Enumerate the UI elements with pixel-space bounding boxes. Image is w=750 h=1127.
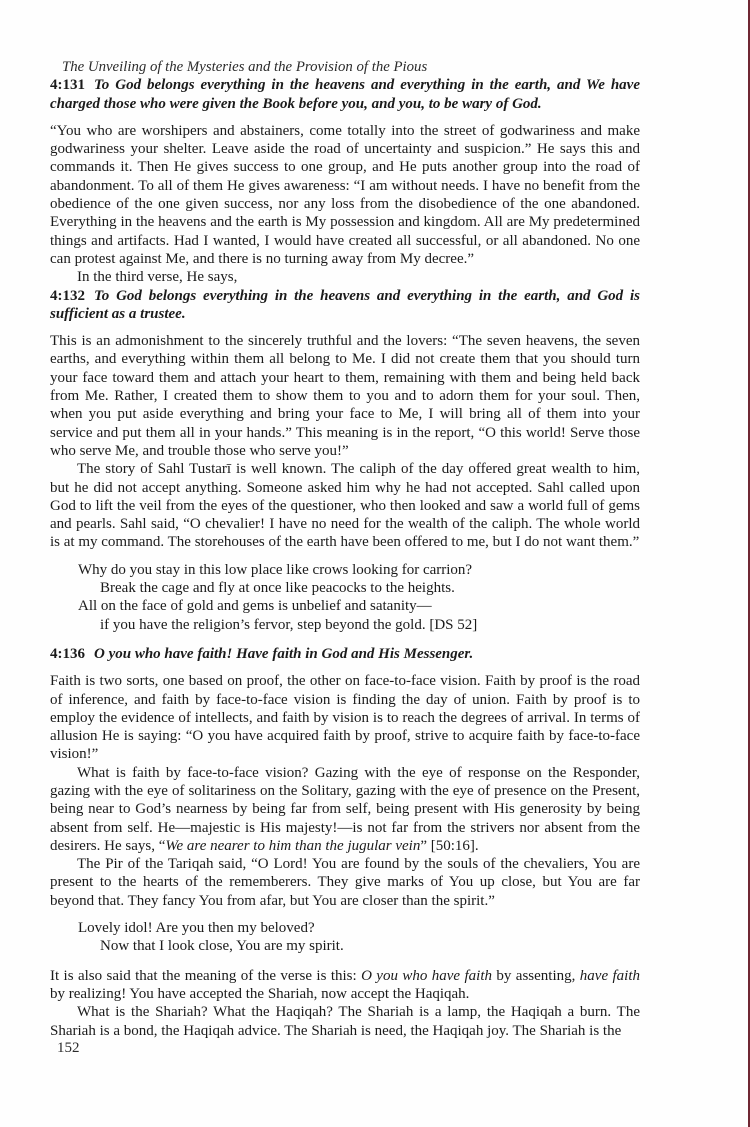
poem-line: Why do you stay in this low place like crows looking for carrion?: [78, 561, 473, 578]
verse-number: 4:136: [50, 645, 85, 662]
verse-text: O you who have faith! Have faith in God and His Messenger.: [94, 645, 474, 662]
paragraph-text: It is also said that the meaning of the verse is this:: [50, 967, 362, 984]
poem-line: Lovely idol! Are you then my beloved?: [78, 920, 315, 937]
verse-phrase: have faith: [579, 967, 640, 984]
paragraph-text: by assenting,: [492, 967, 580, 984]
paragraph-text: What is faith by face-to-face vision? Gazing with the eye of response on the Responder, gazing with the eye of solitariness on the Solitary, gazing with the eye of presence on the Present, being near to God’s nearness by being far from self, being present with His generosity by being absent from self. He—majestic is His majesty!—is not far from the strivers nor absent from the desirers. He says, “: [50, 764, 640, 854]
paragraph-commentary: Faith is two sorts, one based on proof, the other on face-to-face vision. Faith by proof is the road of inference, and faith by face-to-face vision is finding the day of union. Faith by proof is to employ the evidence of intellects, and faith by vision is to reach the degrees of arrival. In terms of allusion He is saying: “O you have acquired faith by proof, strive to acquire faith by face-to-face vision!”: [50, 673, 640, 763]
poem-line: Break the cage and fly at once like peacocks to the heights.: [100, 580, 455, 597]
poem-line: All on the face of gold and gems is unbelief and satanity—: [78, 598, 432, 615]
paragraph-commentary: “You who are worshipers and abstainers, come totally into the street of godwariness and make godwariness your shelter. Leave aside the road of uncertainty and suspicion.” He says this and commands it. Then He gives success to one group, and He puts another group into the road of abandonment. To all of them He gives awareness: “I am without needs. I have no benefit from the obedience of the one given success, nor any loss from the disobedience of the one abandoned. Everything in the heavens and the earth is My possession and kingdom. All are My predetermined things and artifacts. Had I wanted, I would have created all successful, or all abandoned. No one can protest against Me, and there is no turning away from My decree.”: [50, 122, 640, 267]
poem-line: if you have the religion’s fervor, step beyond the gold. [DS 52]: [100, 616, 478, 633]
verse-text: To God belongs everything in the heavens and everything in the earth, and God is sufficient as a trustee.: [50, 287, 640, 322]
verse-number: 4:132: [50, 287, 85, 304]
running-header: The Unveiling of the Mysteries and the Provision of the Pious: [62, 59, 428, 75]
verse-heading-4131: [50, 76, 640, 113]
paragraph-commentary: This is an admonishment to the sincerely truthful and the lovers: “The seven heavens, the seven earths, and everything within them all belong to Me. I did not create them that you should turn your face toward them and attach your heart to them, remaining with them and being held back from Me. Rather, I created them to show them to you and to adorn them for your soul. Then, when you put aside everything and bring your face to Me, I will bring all of them into your service and put them all in your hands.” This meaning is in the report, “O this world! Serve those who serve Me, and trouble those who serve you!”: [50, 333, 640, 459]
paragraph-commentary: [50, 764, 640, 855]
paragraph-text: ” [50:16].: [420, 837, 479, 854]
page-number: 152: [57, 1040, 80, 1056]
paragraph-commentary: The Pir of the Tariqah said, “O Lord! You are found by the souls of the chevaliers, You are present to the hearts of the rememberers. They give marks of You up close, but You are far beyond that. They fancy You from afar, but You are closer than the spirit.”: [50, 856, 640, 909]
paragraph-text: by realizing! You have accepted the Shariah, now accept the Haqiqah.: [50, 985, 470, 1002]
verse-heading-4132: [50, 287, 640, 324]
poem-quatrain: [50, 561, 640, 634]
paragraph-commentary: In the third verse, He says,: [77, 269, 238, 286]
paragraph-commentary: The story of Sahl Tustarī is well known. The caliph of the day offered great wealth to him, but he did not accept anything. Someone asked him why he had not accepted. Sahl called upon God to lift the veil from the eyes of the questioner, who then looked and saw a world full of gems and pearls. Sahl said, “O chevalier! I have no need for the wealth of the caliph. The whole world is at my command. The storehouses of the earth have been offered to me, but I do not want them.”: [50, 461, 640, 551]
paragraph-commentary: [50, 967, 640, 1004]
verse-phrase: O you who have faith: [361, 967, 492, 984]
paragraph-commentary: What is the Shariah? What the Haqiqah? The Shariah is a lamp, the Haqiqah a burn. The Shariah is a bond, the Haqiqah advice. The Shariah is need, the Haqiqah joy. The Shariah is the: [50, 1004, 640, 1039]
verse-text: To God belongs everything in the heavens and everything in the earth, and We have charged those who were given the Book before you, and you, to be wary of God.: [50, 77, 640, 112]
poem-line: Now that I look close, You are my spirit.: [100, 938, 344, 955]
verse-number: 4:131: [50, 77, 85, 94]
poem-couplet: [50, 919, 640, 956]
quran-quote: We are nearer to him than the jugular vein: [165, 837, 421, 854]
text-column: [50, 0, 640, 1040]
verse-heading-4136: [50, 645, 640, 663]
